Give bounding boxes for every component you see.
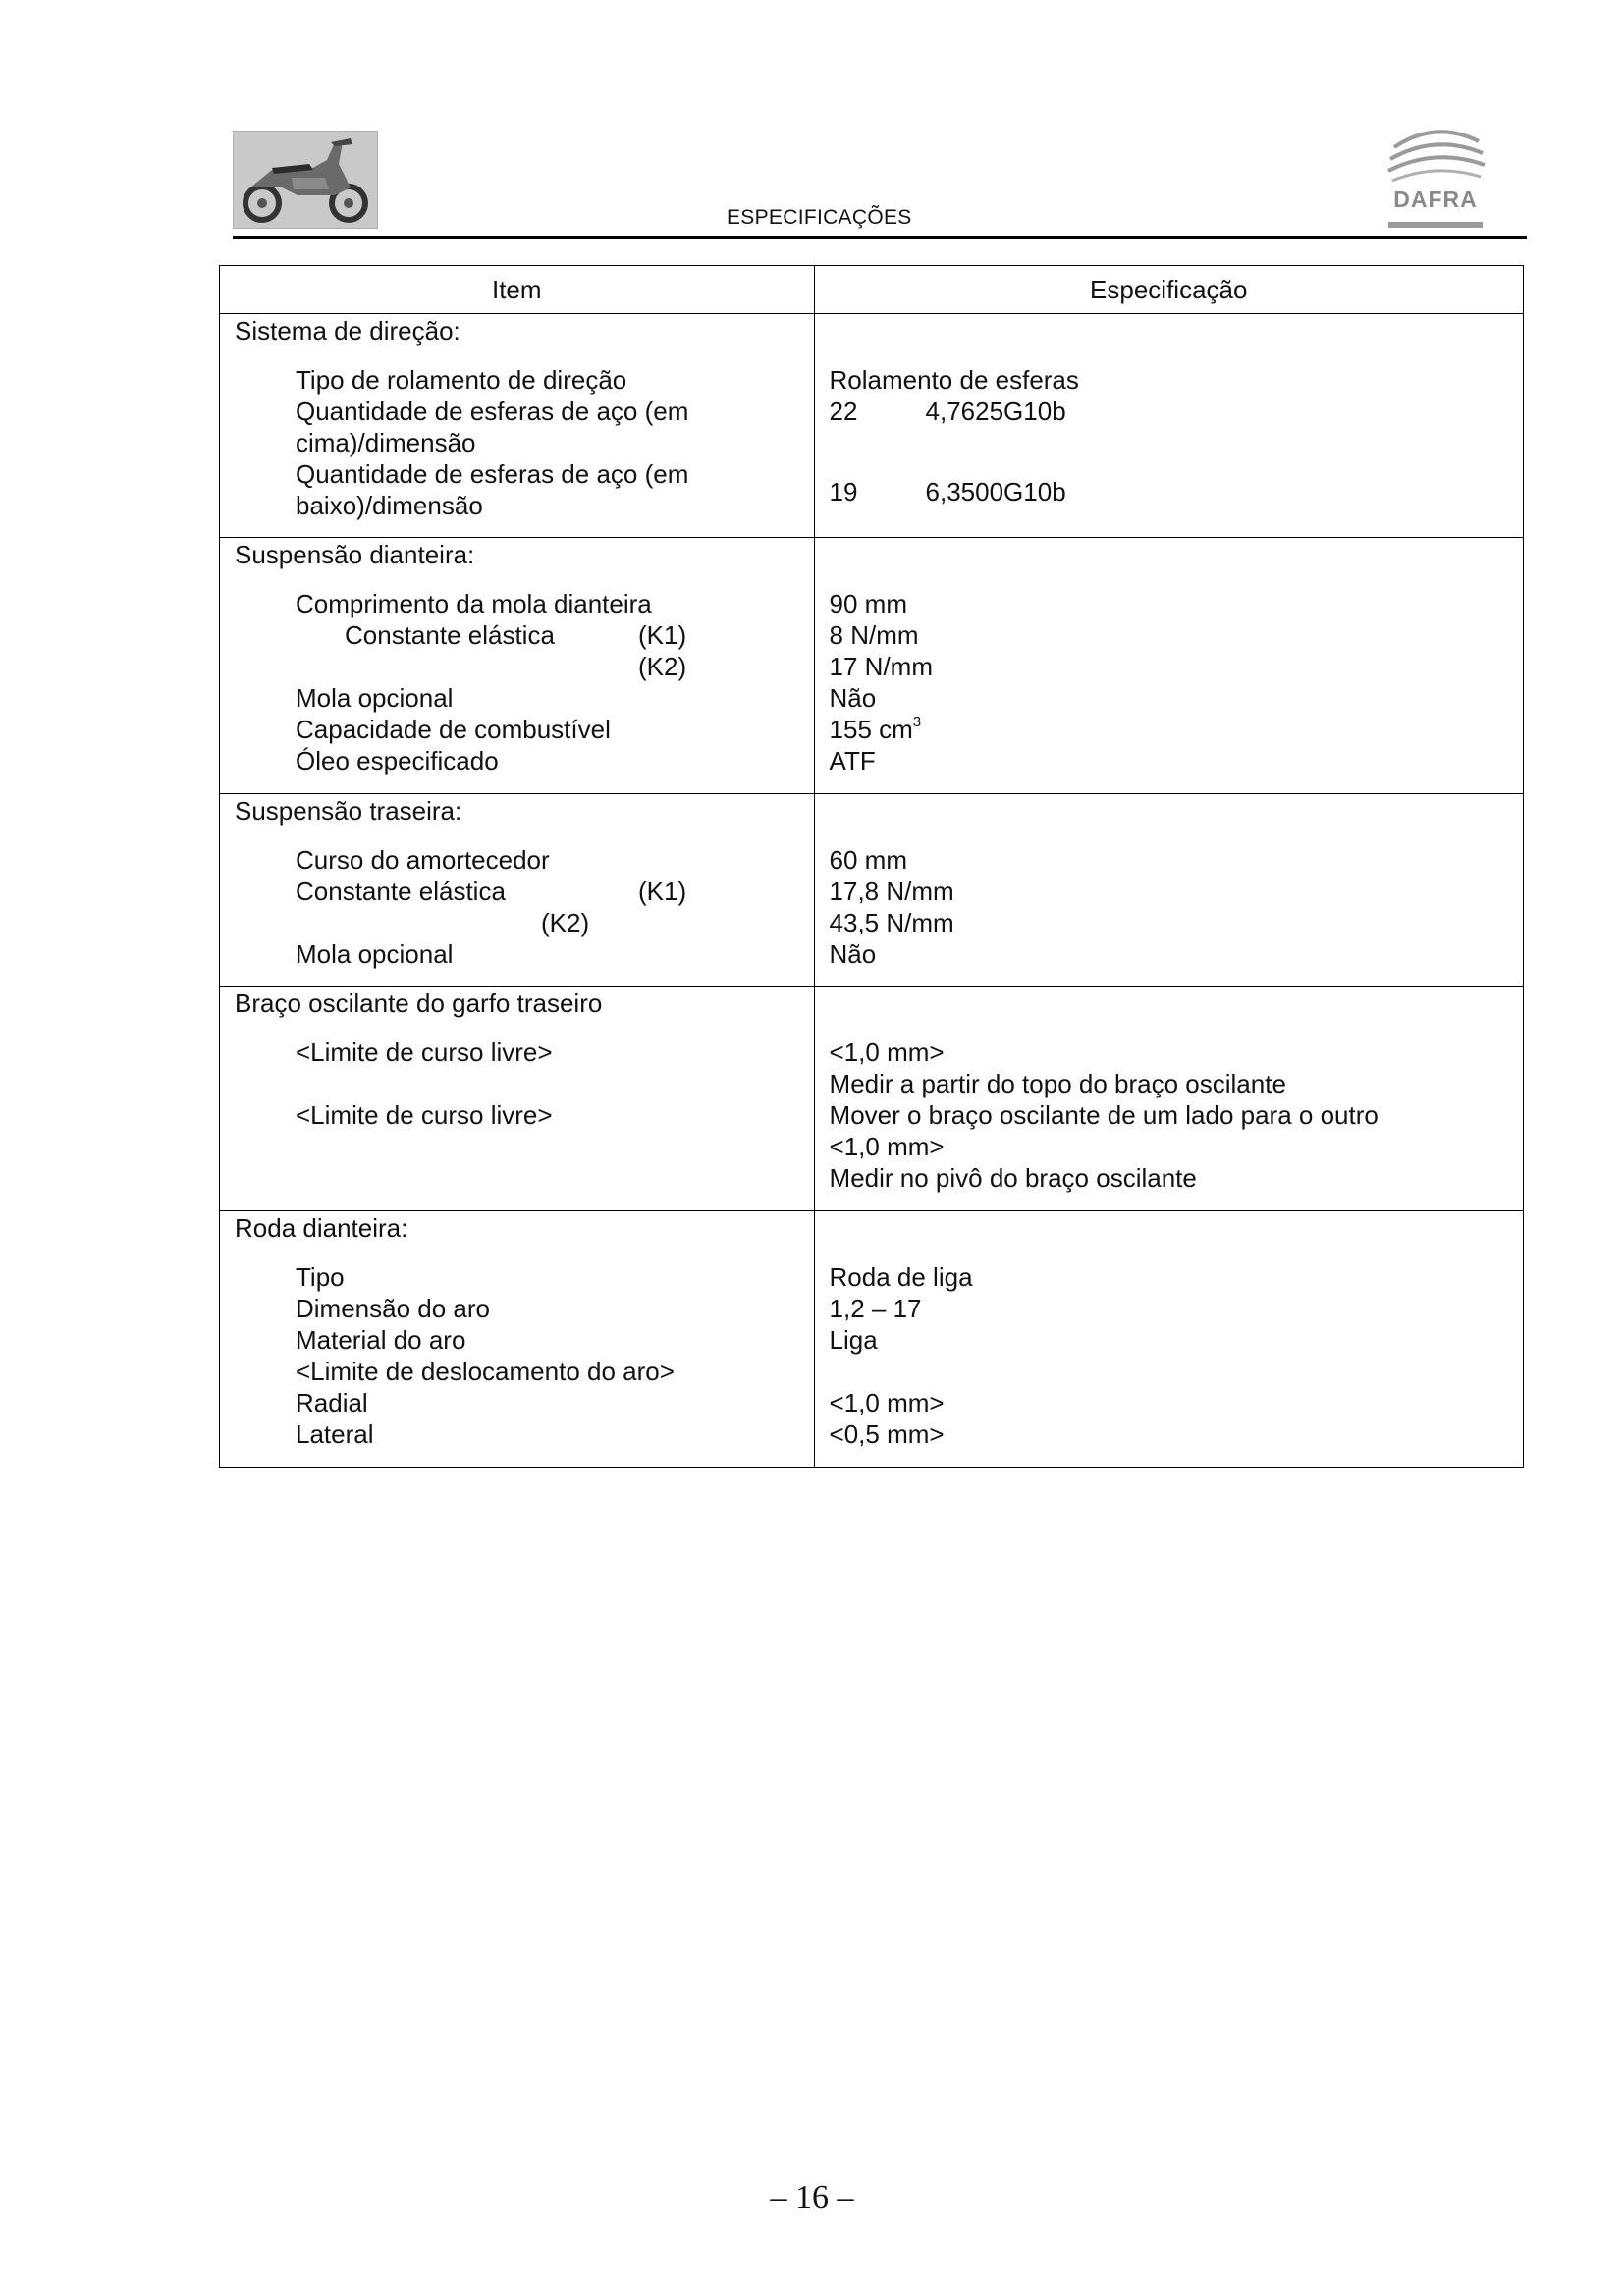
spec-value: <1,0 mm> bbox=[829, 1388, 945, 1417]
spec-value: Liga bbox=[829, 1325, 878, 1355]
spec-table bbox=[219, 265, 1524, 1468]
spec-value: Rolamento de esferas bbox=[829, 365, 1079, 395]
item-label: (K1) bbox=[638, 620, 687, 650]
spec-value: Não bbox=[829, 939, 877, 969]
spec-value: 22 bbox=[829, 397, 858, 426]
page-number: – 16 – bbox=[770, 2179, 854, 2216]
spec-cell bbox=[814, 314, 1523, 538]
item-label: Constante elástica bbox=[345, 620, 555, 650]
table-header-row bbox=[220, 266, 1524, 314]
spec-value: Roda de liga bbox=[829, 1262, 973, 1292]
group-title: Suspensão dianteira: bbox=[235, 540, 475, 569]
spec-value: 43,5 N/mm bbox=[829, 908, 954, 937]
item-label: Tipo de rolamento de direção bbox=[296, 365, 627, 395]
scooter-photo bbox=[233, 131, 378, 229]
item-cell bbox=[220, 987, 815, 1211]
item-label: (K2) bbox=[638, 652, 687, 681]
item-label: Mola opcional bbox=[296, 939, 454, 969]
spec-value: 6,3500G10b bbox=[925, 477, 1066, 507]
item-label: (K2) bbox=[541, 908, 590, 937]
superscript: 3 bbox=[912, 714, 922, 731]
spec-value: 60 mm bbox=[829, 845, 907, 875]
spec-value: <1,0 mm> bbox=[829, 1132, 945, 1161]
spec-value: 4,7625G10b bbox=[925, 397, 1066, 426]
group-title: Roda dianteira: bbox=[235, 1213, 408, 1243]
spec-value: 17,8 N/mm bbox=[829, 877, 954, 906]
spec-value: Medir a partir do topo do braço oscilante bbox=[829, 1069, 1286, 1098]
spec-value: 19 bbox=[829, 477, 858, 507]
spec-value: ATF bbox=[829, 746, 876, 775]
spec-value: 8 N/mm bbox=[829, 620, 919, 650]
item-label: <Limite de curso livre> bbox=[296, 1100, 553, 1130]
header-rule bbox=[233, 236, 1527, 239]
col-spec-header: Especificação bbox=[814, 266, 1523, 314]
item-label: Constante elástica bbox=[296, 877, 506, 906]
table-row bbox=[220, 987, 1524, 1211]
item-label: <Limite de deslocamento do aro> bbox=[296, 1357, 675, 1386]
spec-cell bbox=[814, 987, 1523, 1211]
spec-value: 1,2 – 17 bbox=[829, 1294, 922, 1323]
item-cell bbox=[220, 314, 815, 538]
item-label: Comprimento da mola dianteira bbox=[296, 589, 652, 618]
item-label: Mola opcional bbox=[296, 683, 454, 713]
item-label: Quantidade de esferas de aço (em bbox=[296, 459, 689, 489]
group-title: Braço oscilante do garfo traseiro bbox=[235, 988, 603, 1018]
item-label: Tipo bbox=[296, 1262, 345, 1292]
item-cell bbox=[220, 538, 815, 794]
item-label: Lateral bbox=[296, 1419, 374, 1449]
item-label: <Limite de curso livre> bbox=[296, 1038, 553, 1067]
group-title: Suspensão traseira: bbox=[235, 796, 462, 826]
spec-value: Não bbox=[829, 683, 877, 713]
item-label: Óleo especificado bbox=[296, 746, 499, 775]
spec-value: <0,5 mm> bbox=[829, 1419, 945, 1449]
spec-cell bbox=[814, 794, 1523, 987]
table-row bbox=[220, 794, 1524, 987]
item-label: Quantidade de esferas de aço (em bbox=[296, 397, 689, 426]
dafra-logo bbox=[1377, 120, 1494, 228]
table-row bbox=[220, 538, 1524, 794]
item-cell bbox=[220, 1211, 815, 1468]
item-label: cima)/dimensão bbox=[296, 428, 476, 457]
spec-cell bbox=[814, 538, 1523, 794]
dafra-brand-sub: MOTOS bbox=[1408, 214, 1463, 221]
item-label: Curso do amortecedor bbox=[296, 845, 550, 875]
item-cell bbox=[220, 794, 815, 987]
section-title: ESPECIFICAÇÕES bbox=[727, 206, 912, 229]
spec-value: Mover o braço oscilante de um lado para o outro bbox=[829, 1100, 1379, 1130]
col-item-header: Item bbox=[220, 266, 815, 314]
spec-value: 90 mm bbox=[829, 589, 907, 618]
table-row bbox=[220, 1211, 1524, 1468]
item-label: Capacidade de combustível bbox=[296, 715, 611, 744]
spec-value: 17 N/mm bbox=[829, 652, 933, 681]
dafra-brand-text: DAFRA bbox=[1393, 187, 1478, 212]
item-label: Radial bbox=[296, 1388, 368, 1417]
item-label: Dimensão do aro bbox=[296, 1294, 490, 1323]
item-label: Material do aro bbox=[296, 1325, 466, 1355]
table-row bbox=[220, 314, 1524, 538]
item-label: (K1) bbox=[638, 877, 687, 906]
item-label: baixo)/dimensão bbox=[296, 491, 483, 520]
group-title: Sistema de direção: bbox=[235, 316, 460, 346]
spec-cell bbox=[814, 1211, 1523, 1468]
spec-value: Medir no pivô do braço oscilante bbox=[829, 1163, 1197, 1193]
spec-value: 155 cm bbox=[829, 715, 913, 744]
spec-value: <1,0 mm> bbox=[829, 1038, 945, 1067]
